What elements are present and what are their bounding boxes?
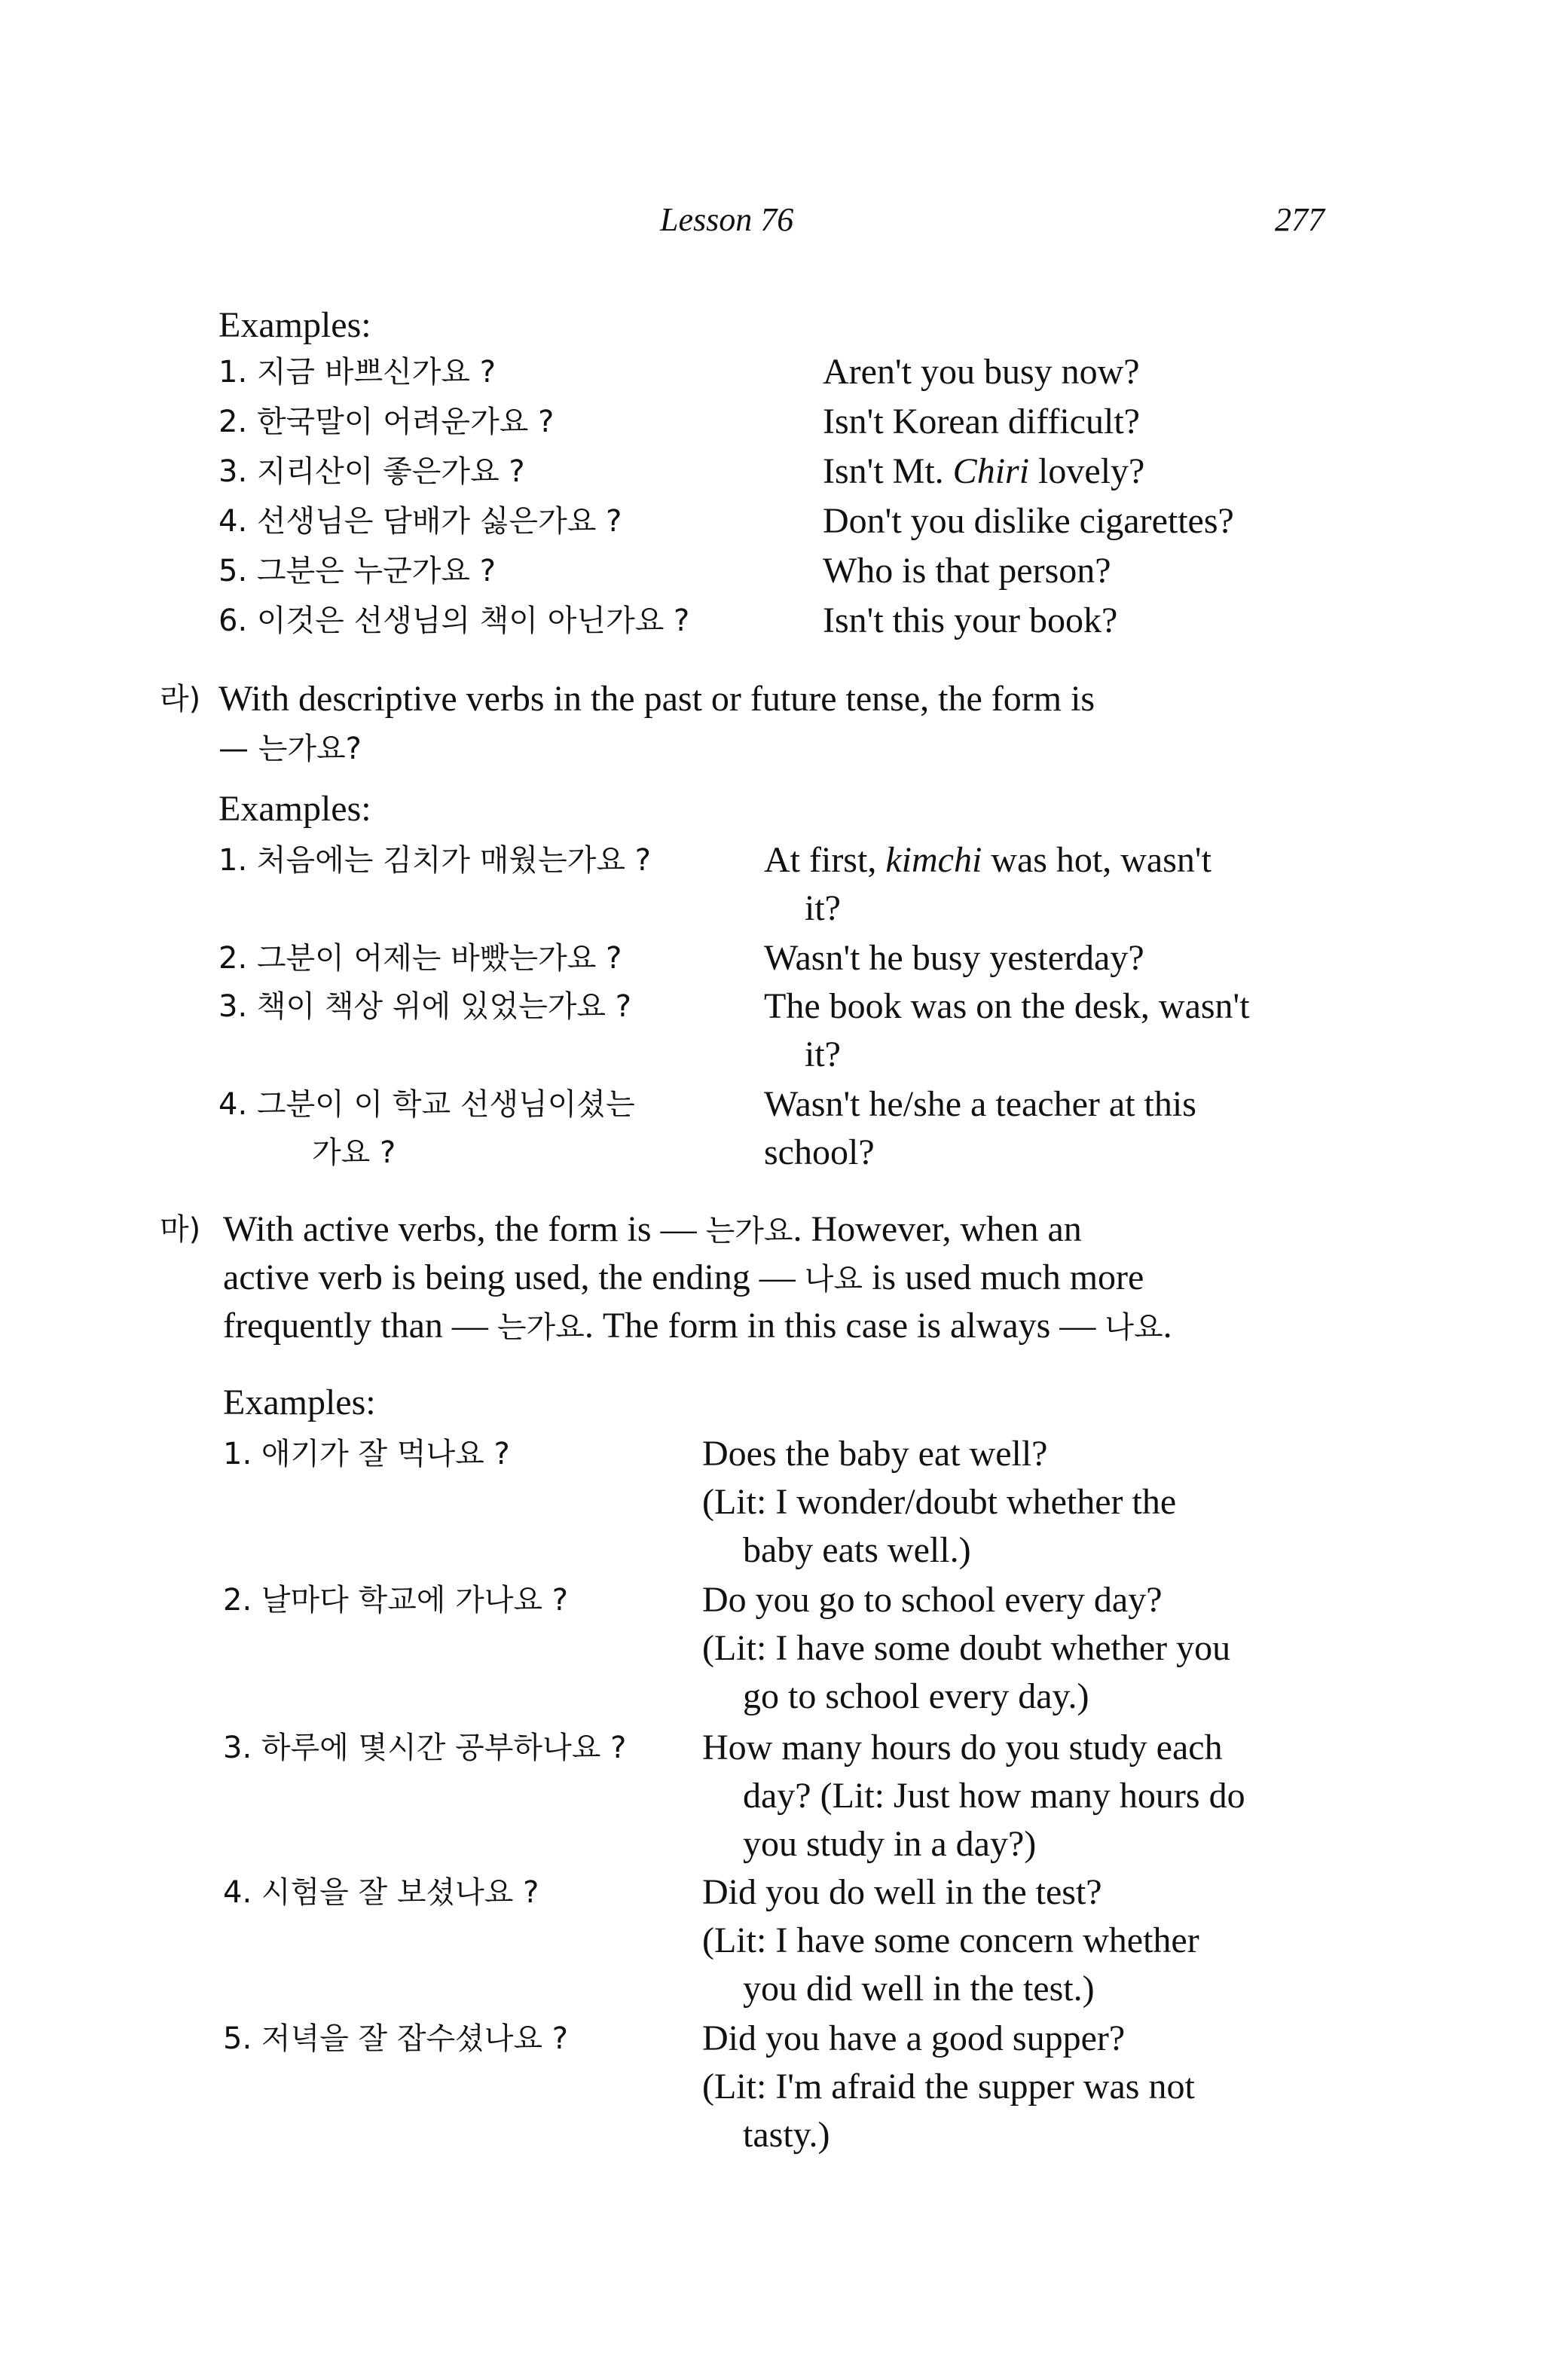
literal-translation-continued: go to school every day.) <box>743 1676 1089 1716</box>
english-translation <box>823 448 1144 496</box>
korean-sentence: 2. 날마다 학교에 가나요 ? <box>223 1583 569 1618</box>
literal-translation-continued: you did well in the test.) <box>743 1969 1095 2009</box>
english-translation-continued: school? <box>764 1132 875 1172</box>
korean-sentence: 5. 그분은 누군가요 ? <box>218 554 497 588</box>
korean-sentence: 4. 선생님은 담배가 싫은가요 ? <box>218 504 622 539</box>
section-text-part: frequently than — <box>223 1306 497 1346</box>
english-translation: Aren't you busy now? <box>823 352 1140 392</box>
section-text-part: . <box>1163 1306 1172 1346</box>
english-translation <box>764 836 1211 884</box>
section-text-part: . The form in this case is always — <box>584 1306 1105 1346</box>
korean-ending: — 는가요? <box>218 732 362 766</box>
english-translation: How many hours do you study each <box>702 1728 1223 1767</box>
english-translation: Do you go to school every day? <box>702 1580 1163 1620</box>
korean-sentence-continued: 가요 ? <box>312 1135 396 1170</box>
translation-text: At first, <box>764 840 886 880</box>
korean-ending: 는가요 <box>497 1310 585 1345</box>
english-translation: Isn't this your book? <box>823 600 1118 640</box>
korean-sentence: 4. 시험을 잘 보셨나요 ? <box>223 1875 539 1910</box>
korean-ending: 는가요 <box>705 1214 793 1248</box>
korean-sentence: 4. 그분이 이 학교 선생님이셨는 <box>218 1087 635 1122</box>
literal-translation: (Lit: I wonder/doubt whether the <box>702 1482 1177 1522</box>
english-translation: The book was on the desk, wasn't <box>764 986 1250 1026</box>
english-translation: Don't you dislike cigarettes? <box>823 501 1234 541</box>
english-translation: Did you do well in the test? <box>702 1872 1102 1912</box>
korean-sentence: 2. 그분이 어제는 바빴는가요 ? <box>218 941 622 976</box>
section-marker: 마) <box>160 1212 201 1247</box>
section-marker: 라) <box>160 682 201 716</box>
korean-ending: 나요 <box>804 1262 863 1297</box>
korean-sentence: 1. 처음에는 김치가 매웠는가요 ? <box>218 843 651 878</box>
korean-sentence: 6. 이것은 선생님의 책이 아닌가요 ? <box>218 603 690 638</box>
english-translation-continued: you study in a day?) <box>743 1824 1037 1864</box>
translation-text: Isn't Mt. <box>823 451 953 491</box>
section-text <box>223 1254 1144 1303</box>
korean-sentence: 2. 한국말이 어려운가요 ? <box>218 405 555 439</box>
english-translation-continued: day? (Lit: Just how many hours do <box>743 1776 1245 1816</box>
italic-term: kimchi <box>885 840 982 880</box>
literal-translation-continued: baby eats well.) <box>743 1530 971 1570</box>
translation-text: was hot, wasn't <box>982 840 1211 880</box>
literal-translation-continued: tasty.) <box>743 2115 830 2155</box>
english-translation: Does the baby eat well? <box>702 1434 1048 1474</box>
section-text <box>218 723 362 773</box>
korean-sentence: 3. 하루에 몇시간 공부하나요 ? <box>223 1731 627 1765</box>
korean-sentence: 5. 저녁을 잘 잡수셨나요 ? <box>223 2021 569 2056</box>
section-text-part: active verb is being used, the ending — <box>223 1257 805 1297</box>
examples-heading: Examples: <box>218 789 371 829</box>
english-translation: Who is that person? <box>823 551 1111 591</box>
korean-sentence: 3. 책이 책상 위에 있었는가요 ? <box>218 989 632 1024</box>
literal-translation: (Lit: I have some concern whether <box>702 1920 1199 1960</box>
translation-text: lovely? <box>1029 451 1145 491</box>
page-header <box>0 200 1543 246</box>
english-translation: Wasn't he/she a teacher at this <box>764 1084 1196 1124</box>
lesson-title: Lesson 76 <box>660 201 794 238</box>
section-text-part: . However, when an <box>793 1209 1082 1249</box>
examples-heading: Examples: <box>223 1382 376 1422</box>
korean-sentence: 3. 지리산이 좋은가요 ? <box>218 454 525 489</box>
section-text: With descriptive verbs in the past or future tense, the form is <box>218 679 1095 719</box>
english-translation: Did you have a good supper? <box>702 2018 1126 2058</box>
examples-heading: Examples: <box>218 305 371 345</box>
english-translation: Wasn't he busy yesterday? <box>764 938 1144 978</box>
korean-sentence: 1. 애기가 잘 먹나요 ? <box>223 1437 510 1471</box>
korean-ending: 나요 <box>1105 1310 1163 1345</box>
literal-translation: (Lit: I have some doubt whether you <box>702 1628 1231 1668</box>
page-number: 277 <box>1275 201 1325 238</box>
section-text <box>223 1302 1172 1352</box>
english-translation-continued: it? <box>805 888 841 928</box>
english-translation-continued: it? <box>805 1034 841 1074</box>
korean-sentence: 1. 지금 바쁘신가요 ? <box>218 355 497 390</box>
section-text-part: With active verbs, the form is — <box>223 1209 706 1249</box>
italic-term: Chiri <box>952 451 1030 491</box>
section-text <box>223 1205 1082 1255</box>
literal-translation: (Lit: I'm afraid the supper was not <box>702 2067 1195 2107</box>
section-text-part: is used much more <box>863 1257 1144 1297</box>
english-translation: Isn't Korean difficult? <box>823 402 1140 441</box>
